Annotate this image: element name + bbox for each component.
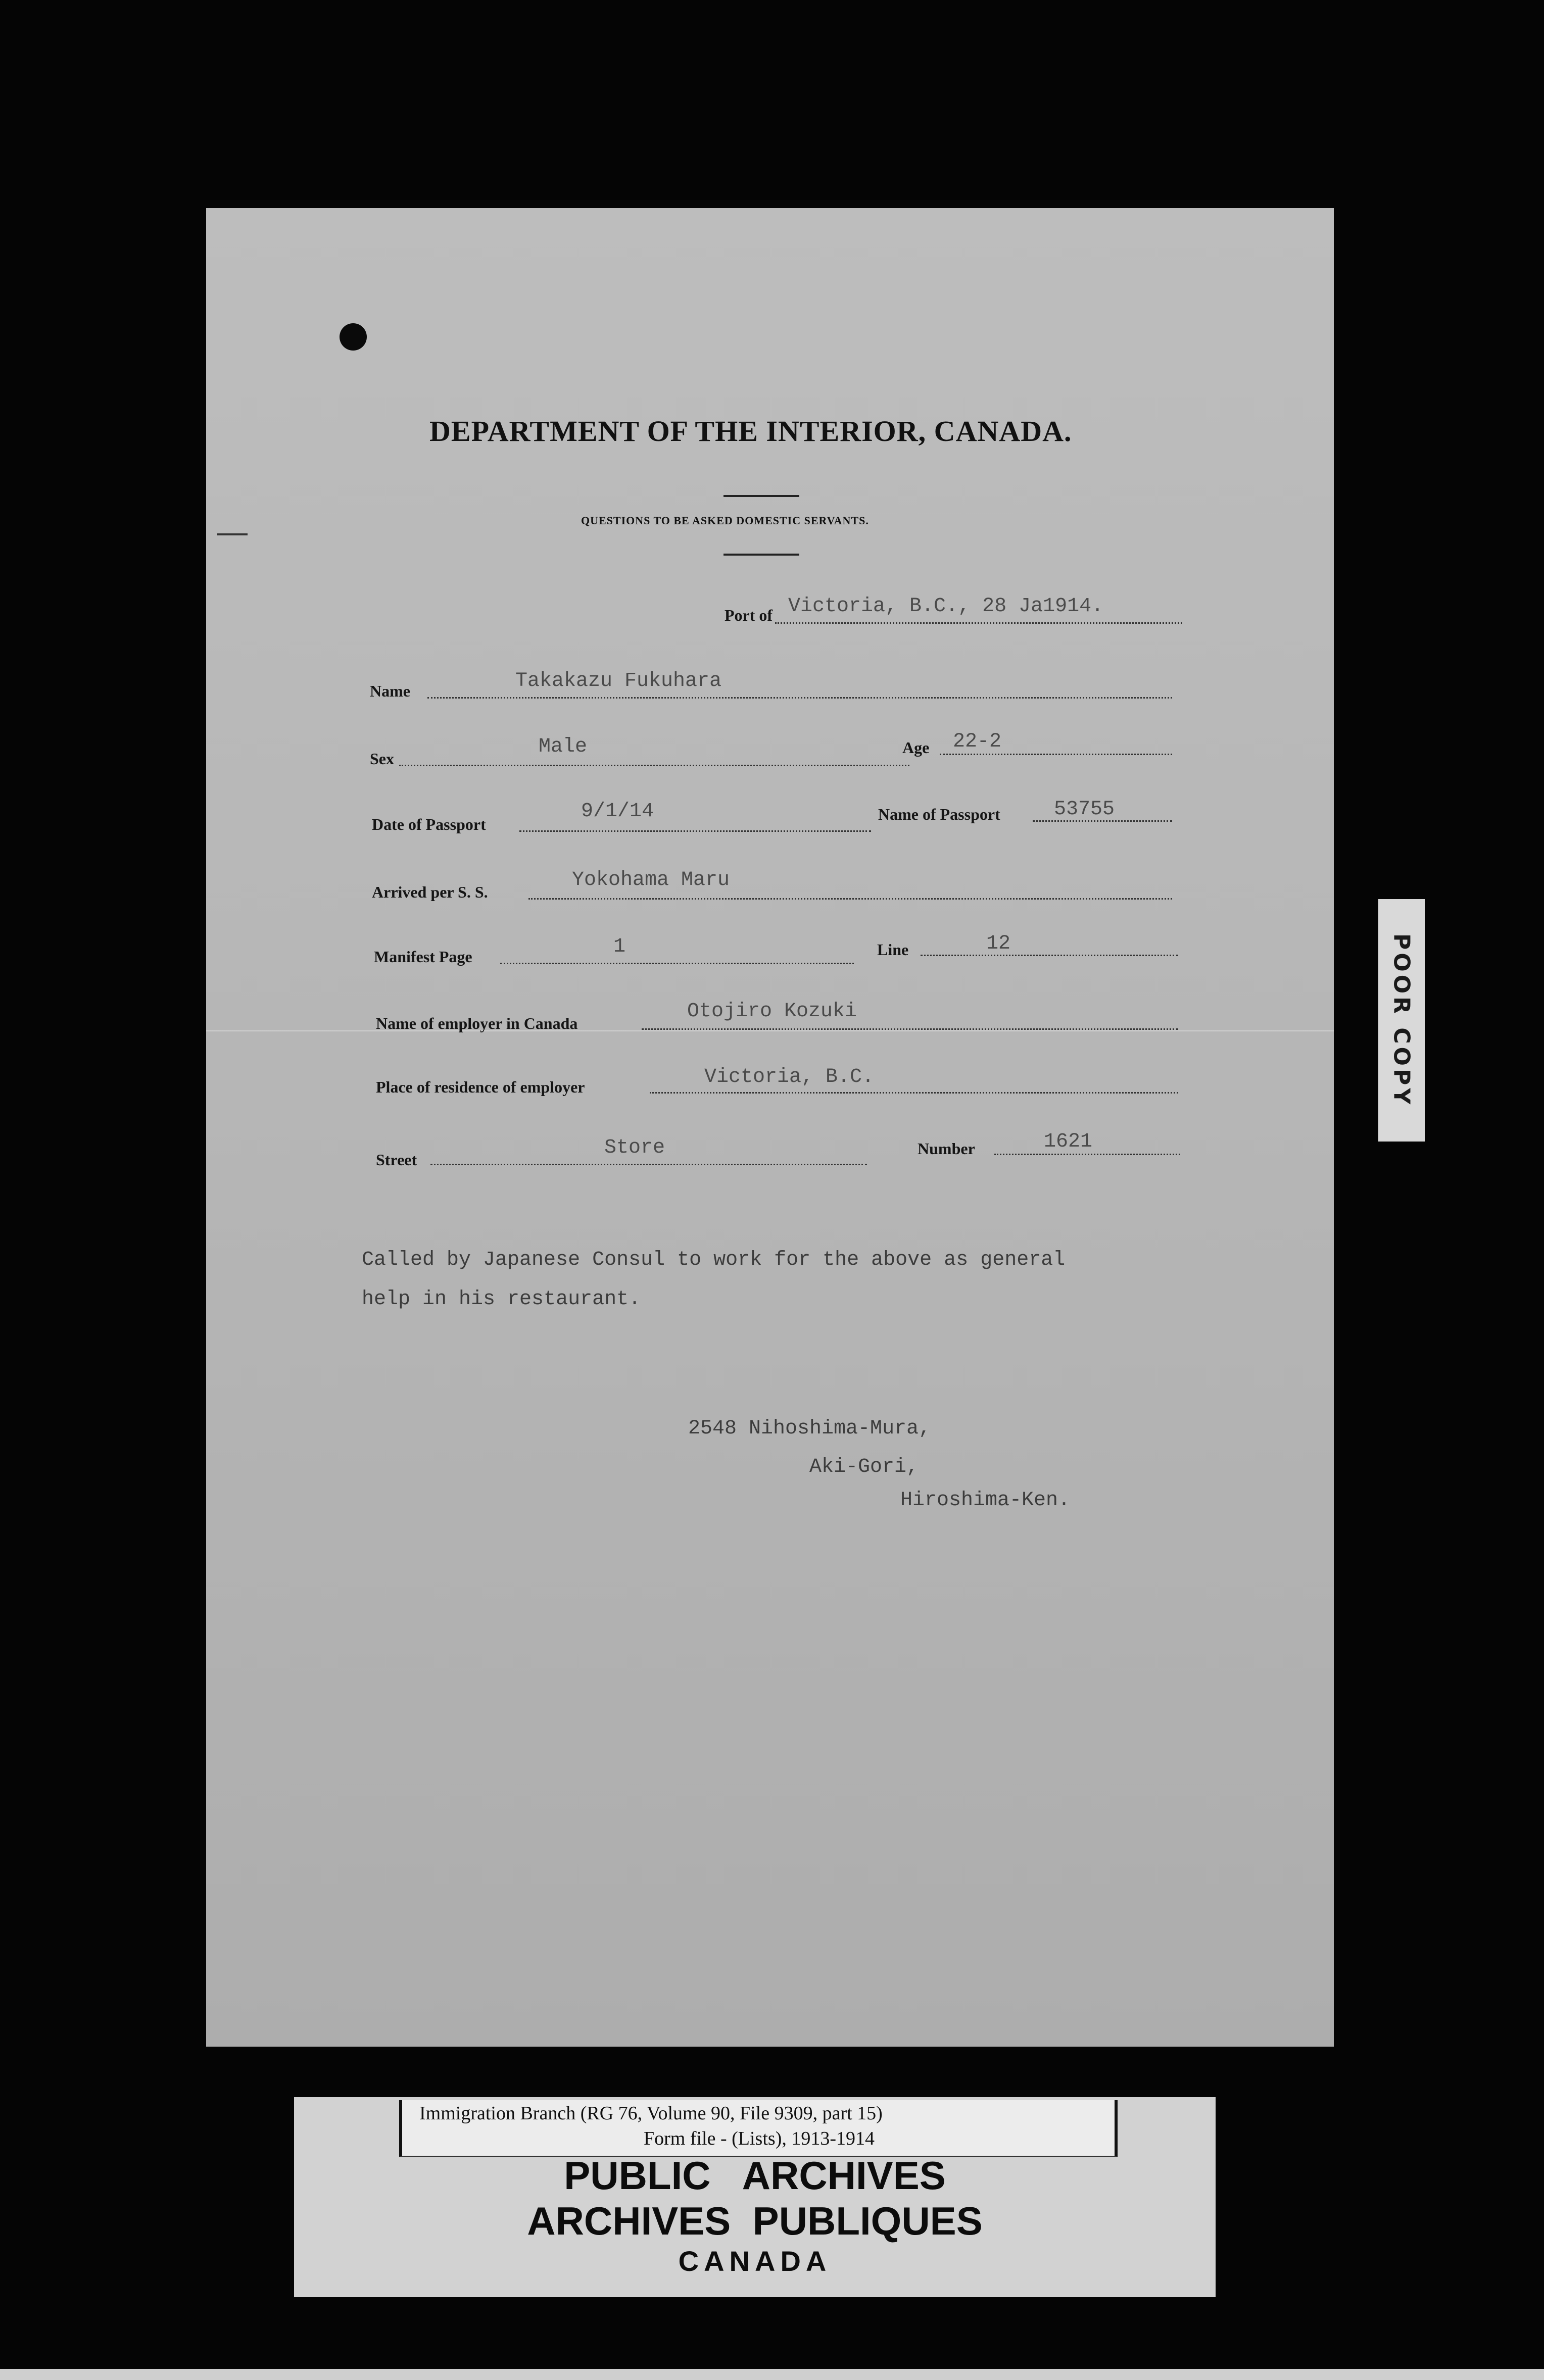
- poor-copy-stamp: [1378, 899, 1425, 1142]
- number-line: [994, 1154, 1180, 1155]
- port-label: Port of: [725, 606, 773, 624]
- address-line-1: 2548 Nihoshima-Mura,: [688, 1417, 931, 1440]
- document-sheet: [206, 208, 1334, 2047]
- manifest-page-label: Manifest Page: [374, 948, 472, 966]
- employer-residence-label: Place of residence of employer: [376, 1078, 585, 1096]
- name-label: Name: [370, 682, 410, 700]
- port-line: [775, 622, 1182, 624]
- line-line: [921, 955, 1178, 956]
- date-of-passport-label: Date of Passport: [372, 815, 486, 833]
- employer-name-line: [642, 1028, 1178, 1030]
- employer-name-value: Otojiro Kozuki: [687, 1000, 857, 1023]
- manifest-page-value: 1: [613, 935, 626, 958]
- manifest-page-line: [500, 963, 854, 964]
- employer-residence-line: [650, 1092, 1178, 1094]
- form-title: DEPARTMENT OF THE INTERIOR, CANADA.: [429, 415, 1072, 448]
- street-line: [430, 1164, 867, 1165]
- sex-value: Male: [539, 735, 588, 758]
- date-of-passport-line: [519, 830, 871, 832]
- fold-line: [206, 1030, 1334, 1031]
- name-of-passport-label: Name of Passport: [878, 805, 1000, 823]
- number-label: Number: [918, 1139, 975, 1158]
- street-label: Street: [376, 1151, 417, 1169]
- edge-mark: [217, 533, 248, 535]
- employer-name-label: Name of employer in Canada: [376, 1014, 578, 1032]
- number-value: 1621: [1044, 1130, 1093, 1153]
- employer-residence-value: Victoria, B.C.: [704, 1066, 875, 1088]
- arrived-per-label: Arrived per S. S.: [372, 883, 488, 901]
- date-of-passport-value: 9/1/14: [581, 800, 654, 823]
- punch-hole: [340, 323, 367, 351]
- bottom-strip: [0, 2369, 1544, 2380]
- name-of-passport-value: 53755: [1054, 798, 1115, 821]
- name-value: Takakazu Fukuhara: [515, 670, 722, 692]
- age-label: Age: [902, 738, 930, 757]
- address-line-2: Aki-Gori,: [809, 1456, 919, 1478]
- remarks-line-2: help in his restaurant.: [362, 1288, 641, 1311]
- port-value: Victoria, B.C., 28 Ja1914.: [788, 595, 1104, 618]
- form-subtitle: QUESTIONS TO BE ASKED DOMESTIC SERVANTS.: [581, 514, 869, 527]
- name-line: [427, 697, 1172, 699]
- line-label: Line: [877, 940, 909, 959]
- title-rule-bottom: [723, 554, 799, 556]
- poor-copy-text: POOR COPY: [1388, 933, 1415, 1108]
- street-value: Store: [604, 1136, 665, 1159]
- sex-line: [399, 765, 909, 766]
- archive-reference-line-2: Form file - (Lists), 1913-1914: [644, 2128, 875, 2149]
- age-line: [940, 754, 1172, 755]
- arrived-per-value: Yokohama Maru: [572, 869, 730, 891]
- title-rule-top: [723, 495, 799, 497]
- archives-publiques-heading: ARCHIVES PUBLIQUES: [527, 2199, 983, 2243]
- public-archives-heading: PUBLIC ARCHIVES: [564, 2153, 946, 2198]
- address-line-3: Hiroshima-Ken.: [900, 1489, 1071, 1512]
- sex-label: Sex: [370, 750, 394, 768]
- arrived-per-line: [528, 898, 1172, 900]
- remarks-line-1: Called by Japanese Consul to work for the above as general: [362, 1249, 1066, 1271]
- archive-reference-line-1: Immigration Branch (RG 76, Volume 90, File 9309, part 15): [419, 2103, 883, 2124]
- line-value: 12: [986, 932, 1011, 955]
- age-value: 22-2: [953, 730, 1002, 753]
- canada-heading: CANADA: [678, 2245, 832, 2277]
